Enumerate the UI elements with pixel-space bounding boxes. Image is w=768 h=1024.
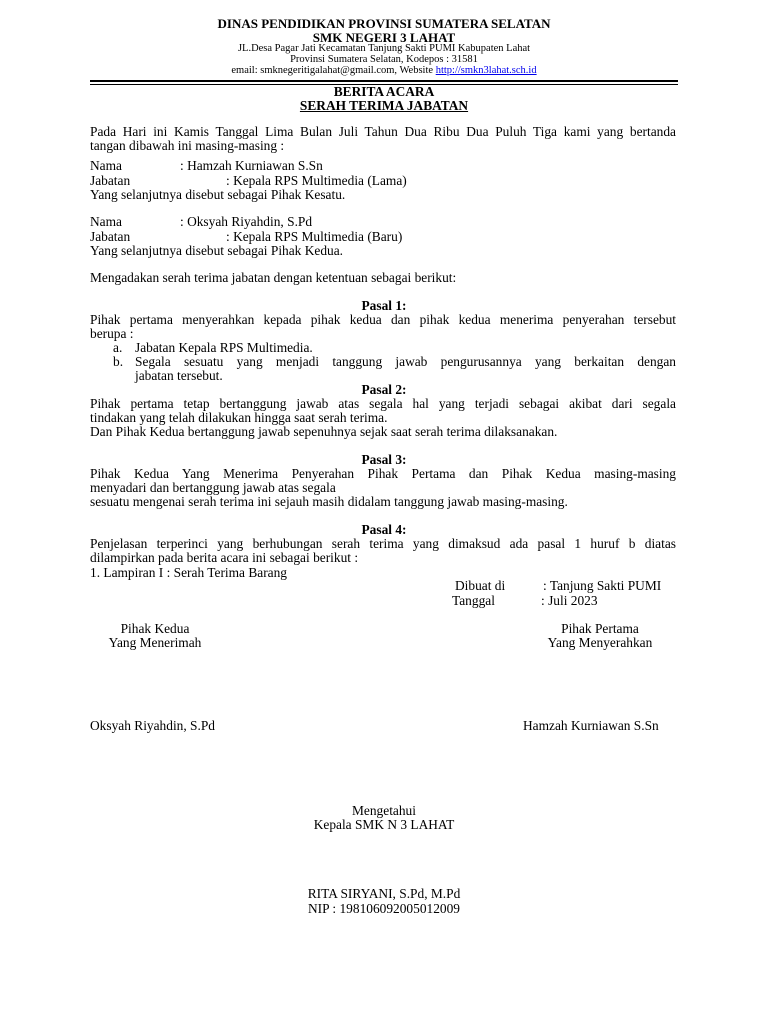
right-signer-role: Pihak Pertama bbox=[561, 621, 639, 636]
document-subtitle: SERAH TERIMA JABATAN bbox=[299, 98, 469, 113]
left-signer-role-desc: Yang Menerimah bbox=[108, 635, 202, 650]
pasal1-item-a-text: Jabatan Kepala RPS Multimedia. bbox=[135, 340, 313, 355]
pasal3-heading: Pasal 3: bbox=[361, 452, 407, 467]
letterhead-address-line2: Provinsi Sumatera Selatan, Kodepos : 31581 bbox=[290, 54, 478, 65]
letterhead-address-line1: JL.Desa Pagar Jati Kecamatan Tanjung Sakti PUMI Kabupaten Lahat bbox=[237, 43, 531, 54]
pasal1-heading: Pasal 1: bbox=[361, 298, 407, 313]
pasal3-line2: menyadari dan bertanggung jawab atas segala bbox=[90, 480, 336, 495]
letterhead-divider-thick bbox=[90, 80, 678, 82]
letterhead-contact bbox=[0, 65, 768, 76]
pasal1-item-a-marker: a. bbox=[113, 340, 123, 355]
made-at-value: : Tanjung Sakti PUMI bbox=[543, 578, 662, 593]
provisions-intro: Mengadakan serah terima jabatan dengan ketentuan sebagai berikut: bbox=[90, 270, 457, 285]
party1-position-label: Jabatan bbox=[90, 173, 131, 188]
party2-note: Yang selanjutnya disebut sebagai Pihak Kedua. bbox=[90, 243, 344, 258]
pasal1-item-b-line2: jabatan tersebut. bbox=[135, 368, 223, 383]
pasal3-line3: sesuatu mengenai serah terima ini sejauh masih didalam tanggung jawab masing-masing. bbox=[90, 494, 568, 509]
party1-name-label: Nama bbox=[90, 158, 122, 173]
letterhead-email: email: smknegeritigalahat@gmail.com, Website bbox=[231, 65, 436, 76]
right-signer-role-desc: Yang Menyerahkan bbox=[547, 635, 653, 650]
intro-line1: Pada Hari ini Kamis Tanggal Lima Bulan Juli Tahun Dua Ribu Dua Puluh Tiga kami yang bertanda bbox=[90, 124, 676, 139]
date-label: Tanggal bbox=[452, 593, 495, 608]
pasal4-line2: dilampirkan pada berita acara ini sebagai berikut : bbox=[90, 550, 359, 565]
website-link[interactable]: http://smkn3lahat.sch.id bbox=[435, 65, 537, 76]
pasal2-heading: Pasal 2: bbox=[361, 382, 407, 397]
pasal1-line2: berupa : bbox=[90, 326, 134, 341]
pasal4-line1: Penjelasan terperinci yang berhubungan serah terima yang dimaksud ada pasal 1 huruf b diatas bbox=[90, 536, 676, 551]
right-signer-name: Hamzah Kurniawan S.Sn bbox=[523, 718, 659, 733]
pasal4-heading: Pasal 4: bbox=[361, 522, 407, 537]
party1-note: Yang selanjutnya disebut sebagai Pihak Kesatu. bbox=[90, 187, 346, 202]
party1-position-value: : Kepala RPS Multimedia (Lama) bbox=[226, 173, 407, 188]
pasal1-line1: Pihak pertama menyerahkan kepada pihak kedua dan pihak kedua menerima penyerahan tersebut bbox=[90, 312, 676, 327]
party2-position-value: : Kepala RPS Multimedia (Baru) bbox=[226, 229, 403, 244]
pasal4-line3: 1. Lampiran I : Serah Terima Barang bbox=[90, 565, 288, 580]
left-signer-role: Pihak Kedua bbox=[120, 621, 190, 636]
party2-name-label: Nama bbox=[90, 214, 122, 229]
pasal2-line1: Pihak pertama tetap bertanggung jawab atas segala hal yang terjadi sebagai akibat dari segala bbox=[90, 396, 676, 411]
principal-name: RITA SIRYANI, S.Pd, M.Pd bbox=[307, 886, 461, 901]
acknowledgement-label: Mengetahui bbox=[352, 803, 416, 818]
letterhead-school: SMK NEGERI 3 LAHAT bbox=[312, 30, 456, 45]
pasal1-item-b-marker: b. bbox=[113, 354, 124, 369]
letterhead-agency: DINAS PENDIDIKAN PROVINSI SUMATERA SELATAN bbox=[217, 16, 551, 31]
pasal3-line1: Pihak Kedua Yang Menerima Penyerahan Pihak Pertama dan Pihak Kedua masing-masing bbox=[90, 466, 676, 481]
party1-name-value: : Hamzah Kurniawan S.Sn bbox=[180, 158, 323, 173]
made-at-label: Dibuat di bbox=[455, 578, 506, 593]
party2-name-value: : Oksyah Riyahdin, S.Pd bbox=[180, 214, 313, 229]
principal-nip: NIP : 198106092005012009 bbox=[307, 901, 460, 916]
left-signer-name: Oksyah Riyahdin, S.Pd bbox=[90, 718, 215, 733]
pasal2-line3: Dan Pihak Kedua bertanggung jawab sepenuhnya sejak saat serah terima dilaksanakan. bbox=[90, 424, 558, 439]
document-title: BERITA ACARA bbox=[333, 84, 435, 99]
intro-line2: tangan dibawah ini masing-masing : bbox=[90, 138, 285, 153]
party2-position-label: Jabatan bbox=[90, 229, 131, 244]
date-value: : Juli 2023 bbox=[541, 593, 598, 608]
pasal2-line2: tindakan yang telah dilakukan hingga saat serah terima. bbox=[90, 410, 388, 425]
acknowledgement-role: Kepala SMK N 3 LAHAT bbox=[313, 817, 455, 832]
pasal1-item-b-line1: Segala sesuatu yang menjadi tanggung jawab pengurusannya yang berkaitan dengan bbox=[135, 354, 676, 369]
